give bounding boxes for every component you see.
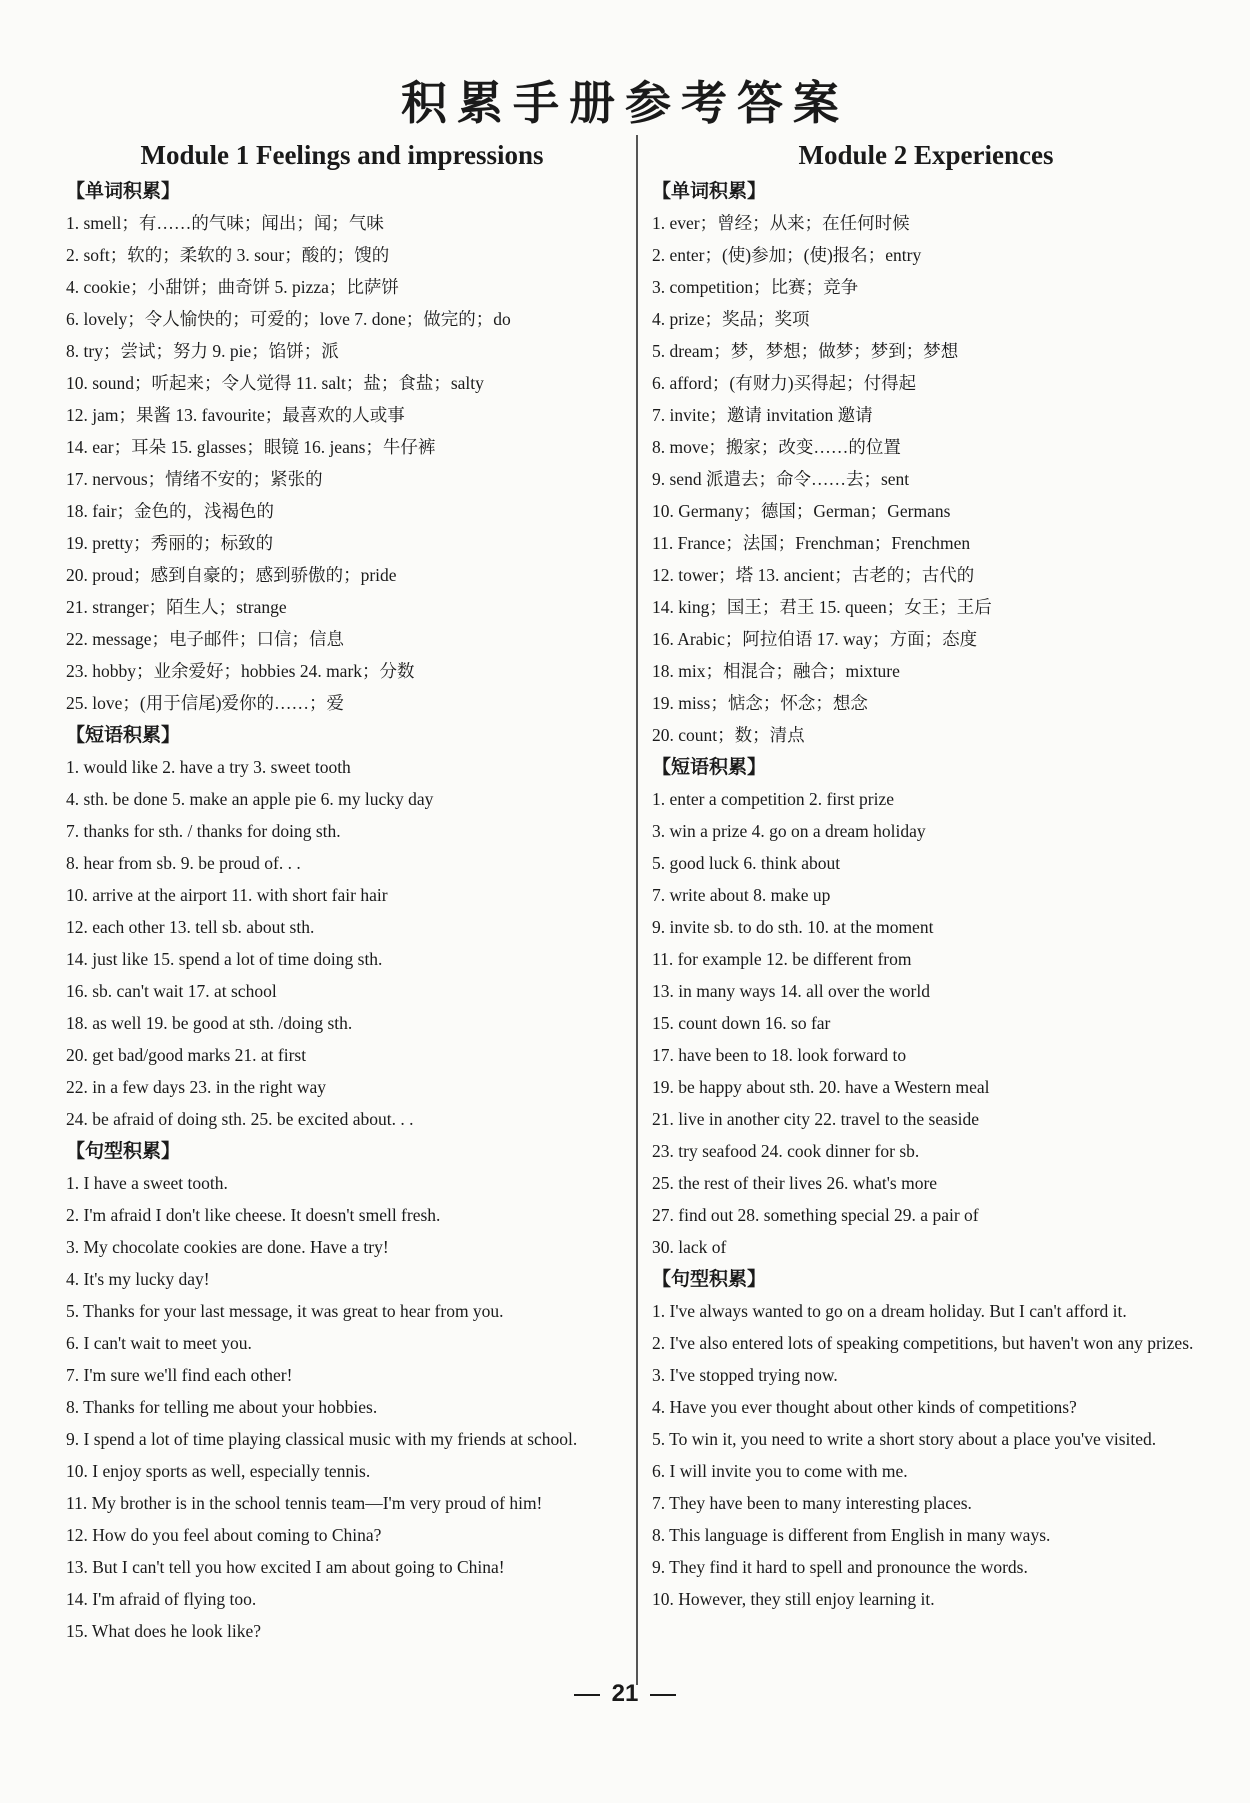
page-footer: [0, 1680, 1250, 1708]
list-item: 4. It's my lucky day!: [66, 1269, 210, 1289]
list-item: 5. Thanks for your last message, it was great to hear from you.: [66, 1301, 504, 1321]
list-item: 9. I spend a lot of time playing classical music with my friends at school.: [66, 1429, 578, 1449]
list-item: 27. find out 28. something special 29. a pair of: [652, 1205, 979, 1225]
list-item: 16. sb. can't wait 17. at school: [66, 981, 277, 1001]
module-1-words-heading: 【单词积累】: [66, 180, 181, 202]
list-item: 12. jam；果酱 13. favourite；最喜欢的人或事: [66, 405, 405, 425]
list-item: 10. arrive at the airport 11. with short fair hair: [66, 885, 388, 905]
list-item: 3. I've stopped trying now.: [652, 1365, 838, 1385]
list-item: 16. Arabic；阿拉伯语 17. way；方面；态度: [652, 629, 978, 649]
list-item: 10. I enjoy sports as well, especially tennis.: [66, 1461, 371, 1481]
list-item: 10. Germany；德国；German；Germans: [652, 501, 951, 521]
list-item: 18. fair；金色的，浅褐色的: [66, 501, 275, 521]
list-item: 11. My brother is in the school tennis team—I'm very proud of him!: [66, 1493, 543, 1513]
list-item: 21. live in another city 22. travel to the seaside: [652, 1109, 980, 1129]
list-item: 6. I will invite you to come with me.: [652, 1461, 908, 1481]
list-item: 2. soft；软的；柔软的 3. sour；酸的；馊的: [66, 245, 390, 265]
list-item: 9. send 派遣去；命令……去；sent: [652, 469, 910, 489]
list-item: 12. each other 13. tell sb. about sth.: [66, 917, 315, 937]
list-item: 1. ever；曾经；从来；在任何时候: [652, 213, 910, 233]
module-1-title: Module 1 Feelings and impressions: [140, 140, 544, 170]
list-item: 4. Have you ever thought about other kinds of competitions?: [652, 1397, 1077, 1417]
list-item: 3. win a prize 4. go on a dream holiday: [652, 821, 926, 841]
list-item: 1. smell；有……的气味；闻出；闻；气味: [66, 213, 384, 233]
list-item: 20. count；数；清点: [652, 725, 805, 745]
module-1-sentences-list: [66, 1167, 618, 1647]
module-1-column: [66, 135, 618, 1647]
list-item: 4. cookie；小甜饼；曲奇饼 5. pizza；比萨饼: [66, 277, 399, 297]
list-item: 3. My chocolate cookies are done. Have a try!: [66, 1237, 389, 1257]
list-item: 6. afford；(有财力)买得起；付得起: [652, 373, 917, 393]
column-divider: [636, 135, 638, 1685]
list-item: 7. write about 8. make up: [652, 885, 831, 905]
list-item: 1. enter a competition 2. first prize: [652, 789, 895, 809]
module-1-sentences-heading: 【句型积累】: [66, 1140, 181, 1162]
module-2-sentences-list: [652, 1295, 1200, 1615]
list-item: 10. However, they still enjoy learning it.: [652, 1589, 935, 1609]
list-item: 22. in a few days 23. in the right way: [66, 1077, 327, 1097]
list-item: 12. tower；塔 13. ancient；古老的；古代的: [652, 565, 975, 585]
module-2-sentences-heading: 【句型积累】: [652, 1268, 767, 1290]
list-item: 14. ear；耳朵 15. glasses；眼镜 16. jeans；牛仔裤: [66, 437, 436, 457]
list-item: 8. move；搬家；改变……的位置: [652, 437, 901, 457]
list-item: 9. invite sb. to do sth. 10. at the moment: [652, 917, 934, 937]
list-item: 19. be happy about sth. 20. have a Western meal: [652, 1077, 990, 1097]
list-item: 7. invite；邀请 invitation 邀请: [652, 405, 873, 425]
list-item: 25. love；(用于信尾)爱你的……；爱: [66, 693, 345, 713]
list-item: 8. hear from sb. 9. be proud of. . .: [66, 853, 301, 873]
list-item: 1. would like 2. have a try 3. sweet tooth: [66, 757, 351, 777]
list-item: 2. enter；(使)参加；(使)报名；entry: [652, 245, 922, 265]
module-2-phrases-heading: 【短语积累】: [652, 756, 767, 778]
list-item: 7. thanks for sth. / thanks for doing sth.: [66, 821, 341, 841]
module-2-words-heading: 【单词积累】: [652, 180, 767, 202]
list-item: 19. miss；惦念；怀念；想念: [652, 693, 868, 713]
list-item: 20. get bad/good marks 21. at first: [66, 1045, 307, 1065]
list-item: 25. the rest of their lives 26. what's more: [652, 1173, 938, 1193]
page-title: 积累手册参考答案: [401, 76, 849, 130]
list-item: 7. I'm sure we'll find each other!: [66, 1365, 293, 1385]
list-item: 14. king；国王；君王 15. queen；女王；王后: [652, 597, 992, 617]
list-item: 15. What does he look like?: [66, 1621, 262, 1641]
list-item: 11. for example 12. be different from: [652, 949, 912, 969]
list-item: 24. be afraid of doing sth. 25. be excited about. . .: [66, 1109, 414, 1129]
footer-dash-right: [650, 1694, 676, 1696]
list-item: 1. I've always wanted to go on a dream holiday. But I can't afford it.: [652, 1301, 1127, 1321]
list-item: 9. They find it hard to spell and pronounce the words.: [652, 1557, 1028, 1577]
list-item: 2. I'm afraid I don't like cheese. It doesn't smell fresh.: [66, 1205, 441, 1225]
list-item: 12. How do you feel about coming to China?: [66, 1525, 382, 1545]
list-item: 1. I have a sweet tooth.: [66, 1173, 228, 1193]
list-item: 21. stranger；陌生人；strange: [66, 597, 287, 617]
list-item: 10. sound；听起来；令人觉得 11. salt；盐；食盐；salty: [66, 373, 484, 393]
module-2-column: [652, 135, 1200, 1615]
module-2-title: Module 2 Experiences: [798, 140, 1054, 170]
list-item: 15. count down 16. so far: [652, 1013, 831, 1033]
list-item: 8. Thanks for telling me about your hobbies.: [66, 1397, 378, 1417]
list-item: 6. I can't wait to meet you.: [66, 1333, 252, 1353]
module-1-phrases-heading: 【短语积累】: [66, 724, 181, 746]
footer-dash-left: [574, 1694, 600, 1696]
module-2-phrases-list: [652, 783, 1200, 1263]
list-item: 4. sth. be done 5. make an apple pie 6. my lucky day: [66, 789, 434, 809]
list-item: 30. lack of: [652, 1237, 727, 1257]
list-item: 3. competition；比赛；竞争: [652, 277, 859, 297]
list-item: 7. They have been to many interesting places.: [652, 1493, 972, 1513]
list-item: 8. This language is different from English in many ways.: [652, 1525, 1051, 1545]
list-item: 19. pretty；秀丽的；标致的: [66, 533, 274, 553]
list-item: 8. try；尝试；努力 9. pie；馅饼；派: [66, 341, 339, 361]
module-2-words-list: [652, 207, 1200, 751]
list-item: 11. France；法国；Frenchman；Frenchmen: [652, 533, 971, 553]
list-item: 23. hobby；业余爱好；hobbies 24. mark；分数: [66, 661, 415, 681]
list-item: 17. have been to 18. look forward to: [652, 1045, 907, 1065]
list-item: 5. To win it, you need to write a short story about a place you've visited.: [652, 1429, 1157, 1449]
list-item: 22. message；电子邮件；口信；信息: [66, 629, 345, 649]
list-item: 13. in many ways 14. all over the world: [652, 981, 931, 1001]
list-item: 4. prize；奖品；奖项: [652, 309, 810, 329]
module-1-words-list: [66, 207, 618, 719]
list-item: 20. proud；感到自豪的；感到骄傲的；pride: [66, 565, 397, 585]
list-item: 2. I've also entered lots of speaking competitions, but haven't won any prizes.: [652, 1333, 1194, 1353]
list-item: 5. dream；梦，梦想；做梦；梦到；梦想: [652, 341, 959, 361]
list-item: 14. I'm afraid of flying too.: [66, 1589, 257, 1609]
list-item: 18. as well 19. be good at sth. /doing sth.: [66, 1013, 353, 1033]
list-item: 6. lovely；令人愉快的；可爱的；love 7. done；做完的；do: [66, 309, 511, 329]
list-item: 13. But I can't tell you how excited I am about going to China!: [66, 1557, 505, 1577]
list-item: 5. good luck 6. think about: [652, 853, 841, 873]
list-item: 14. just like 15. spend a lot of time doing sth.: [66, 949, 383, 969]
list-item: 18. mix；相混合；融合；mixture: [652, 661, 900, 681]
list-item: 23. try seafood 24. cook dinner for sb.: [652, 1141, 920, 1161]
module-1-phrases-list: [66, 751, 618, 1135]
list-item: 17. nervous；情绪不安的；紧张的: [66, 469, 323, 489]
page-number: 21: [611, 1680, 639, 1707]
